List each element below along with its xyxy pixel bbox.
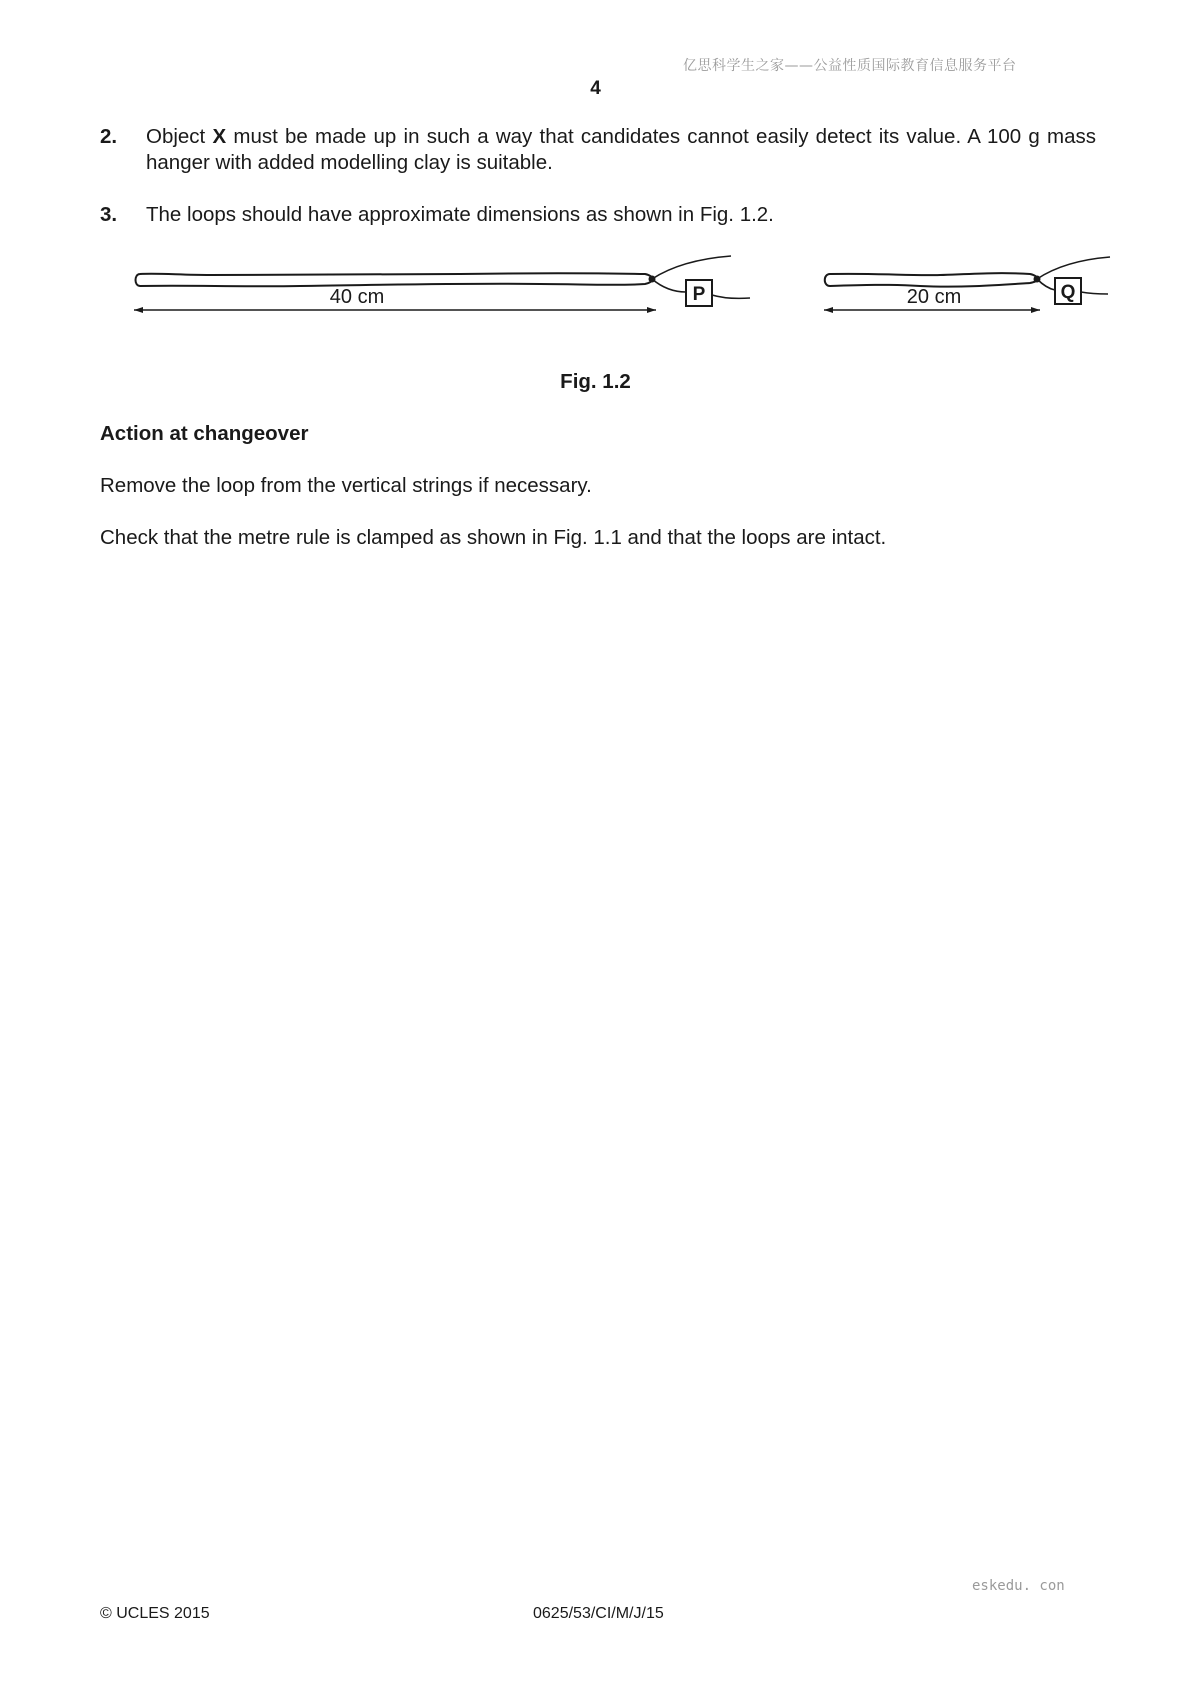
loop-p-tail <box>712 295 750 298</box>
loops-figure <box>130 248 1076 348</box>
section-heading: Action at changeover <box>100 422 309 445</box>
object-x-label: X <box>212 125 227 148</box>
loop-q-arrow-right <box>1031 307 1040 313</box>
footer-copyright: © UCLES 2015 <box>100 1605 210 1622</box>
item-text: The loops should have approximate dimensions as shown in Fig. 1.2. <box>146 203 774 226</box>
loop-p-length-label: 40 cm <box>329 286 385 308</box>
page-number: 4 <box>590 78 601 99</box>
loop-q-length-label: 20 cm <box>906 286 962 308</box>
footer-paper-code: 0625/53/CI/M/J/15 <box>533 1605 664 1622</box>
loop-q <box>824 257 1110 313</box>
paragraph-remove-loop: Remove the loop from the vertical strings if necessary. <box>100 474 592 497</box>
loop-q-string-upper <box>1037 257 1110 279</box>
loop-q-outline <box>825 273 1037 287</box>
loop-p-arrow-left <box>134 307 143 313</box>
footer-watermark: eskedu. con <box>972 1578 1065 1594</box>
loop-q-tail <box>1081 292 1108 294</box>
loop-p-label: P <box>692 284 706 305</box>
header-watermark: 亿思科学生之家——公益性质国际教育信息服务平台 <box>683 58 1017 74</box>
loop-p-arrow-right <box>647 307 656 313</box>
loop-q-label: Q <box>1060 282 1076 303</box>
item-text: Object X must be made up in such a way that candidates cannot easily detect its value. A 100 g mass hanger with added modelling clay is suitable. <box>146 125 1096 174</box>
instruction-item-2 <box>100 124 1096 176</box>
item-number: 2. <box>100 125 118 148</box>
figure-caption: Fig. 1.2 <box>560 370 631 393</box>
loop-q-string-lower <box>1037 279 1055 290</box>
loop-q-arrow-left <box>824 307 833 313</box>
item-number: 3. <box>100 203 118 226</box>
loop-p-string-lower <box>652 279 686 292</box>
instruction-item-3 <box>100 202 1096 228</box>
loop-p-outline <box>136 273 653 286</box>
loop-p-string-upper <box>652 256 731 279</box>
loop-p <box>134 256 750 313</box>
paragraph-check-rule: Check that the metre rule is clamped as shown in Fig. 1.1 and that the loops are intact. <box>100 526 887 549</box>
